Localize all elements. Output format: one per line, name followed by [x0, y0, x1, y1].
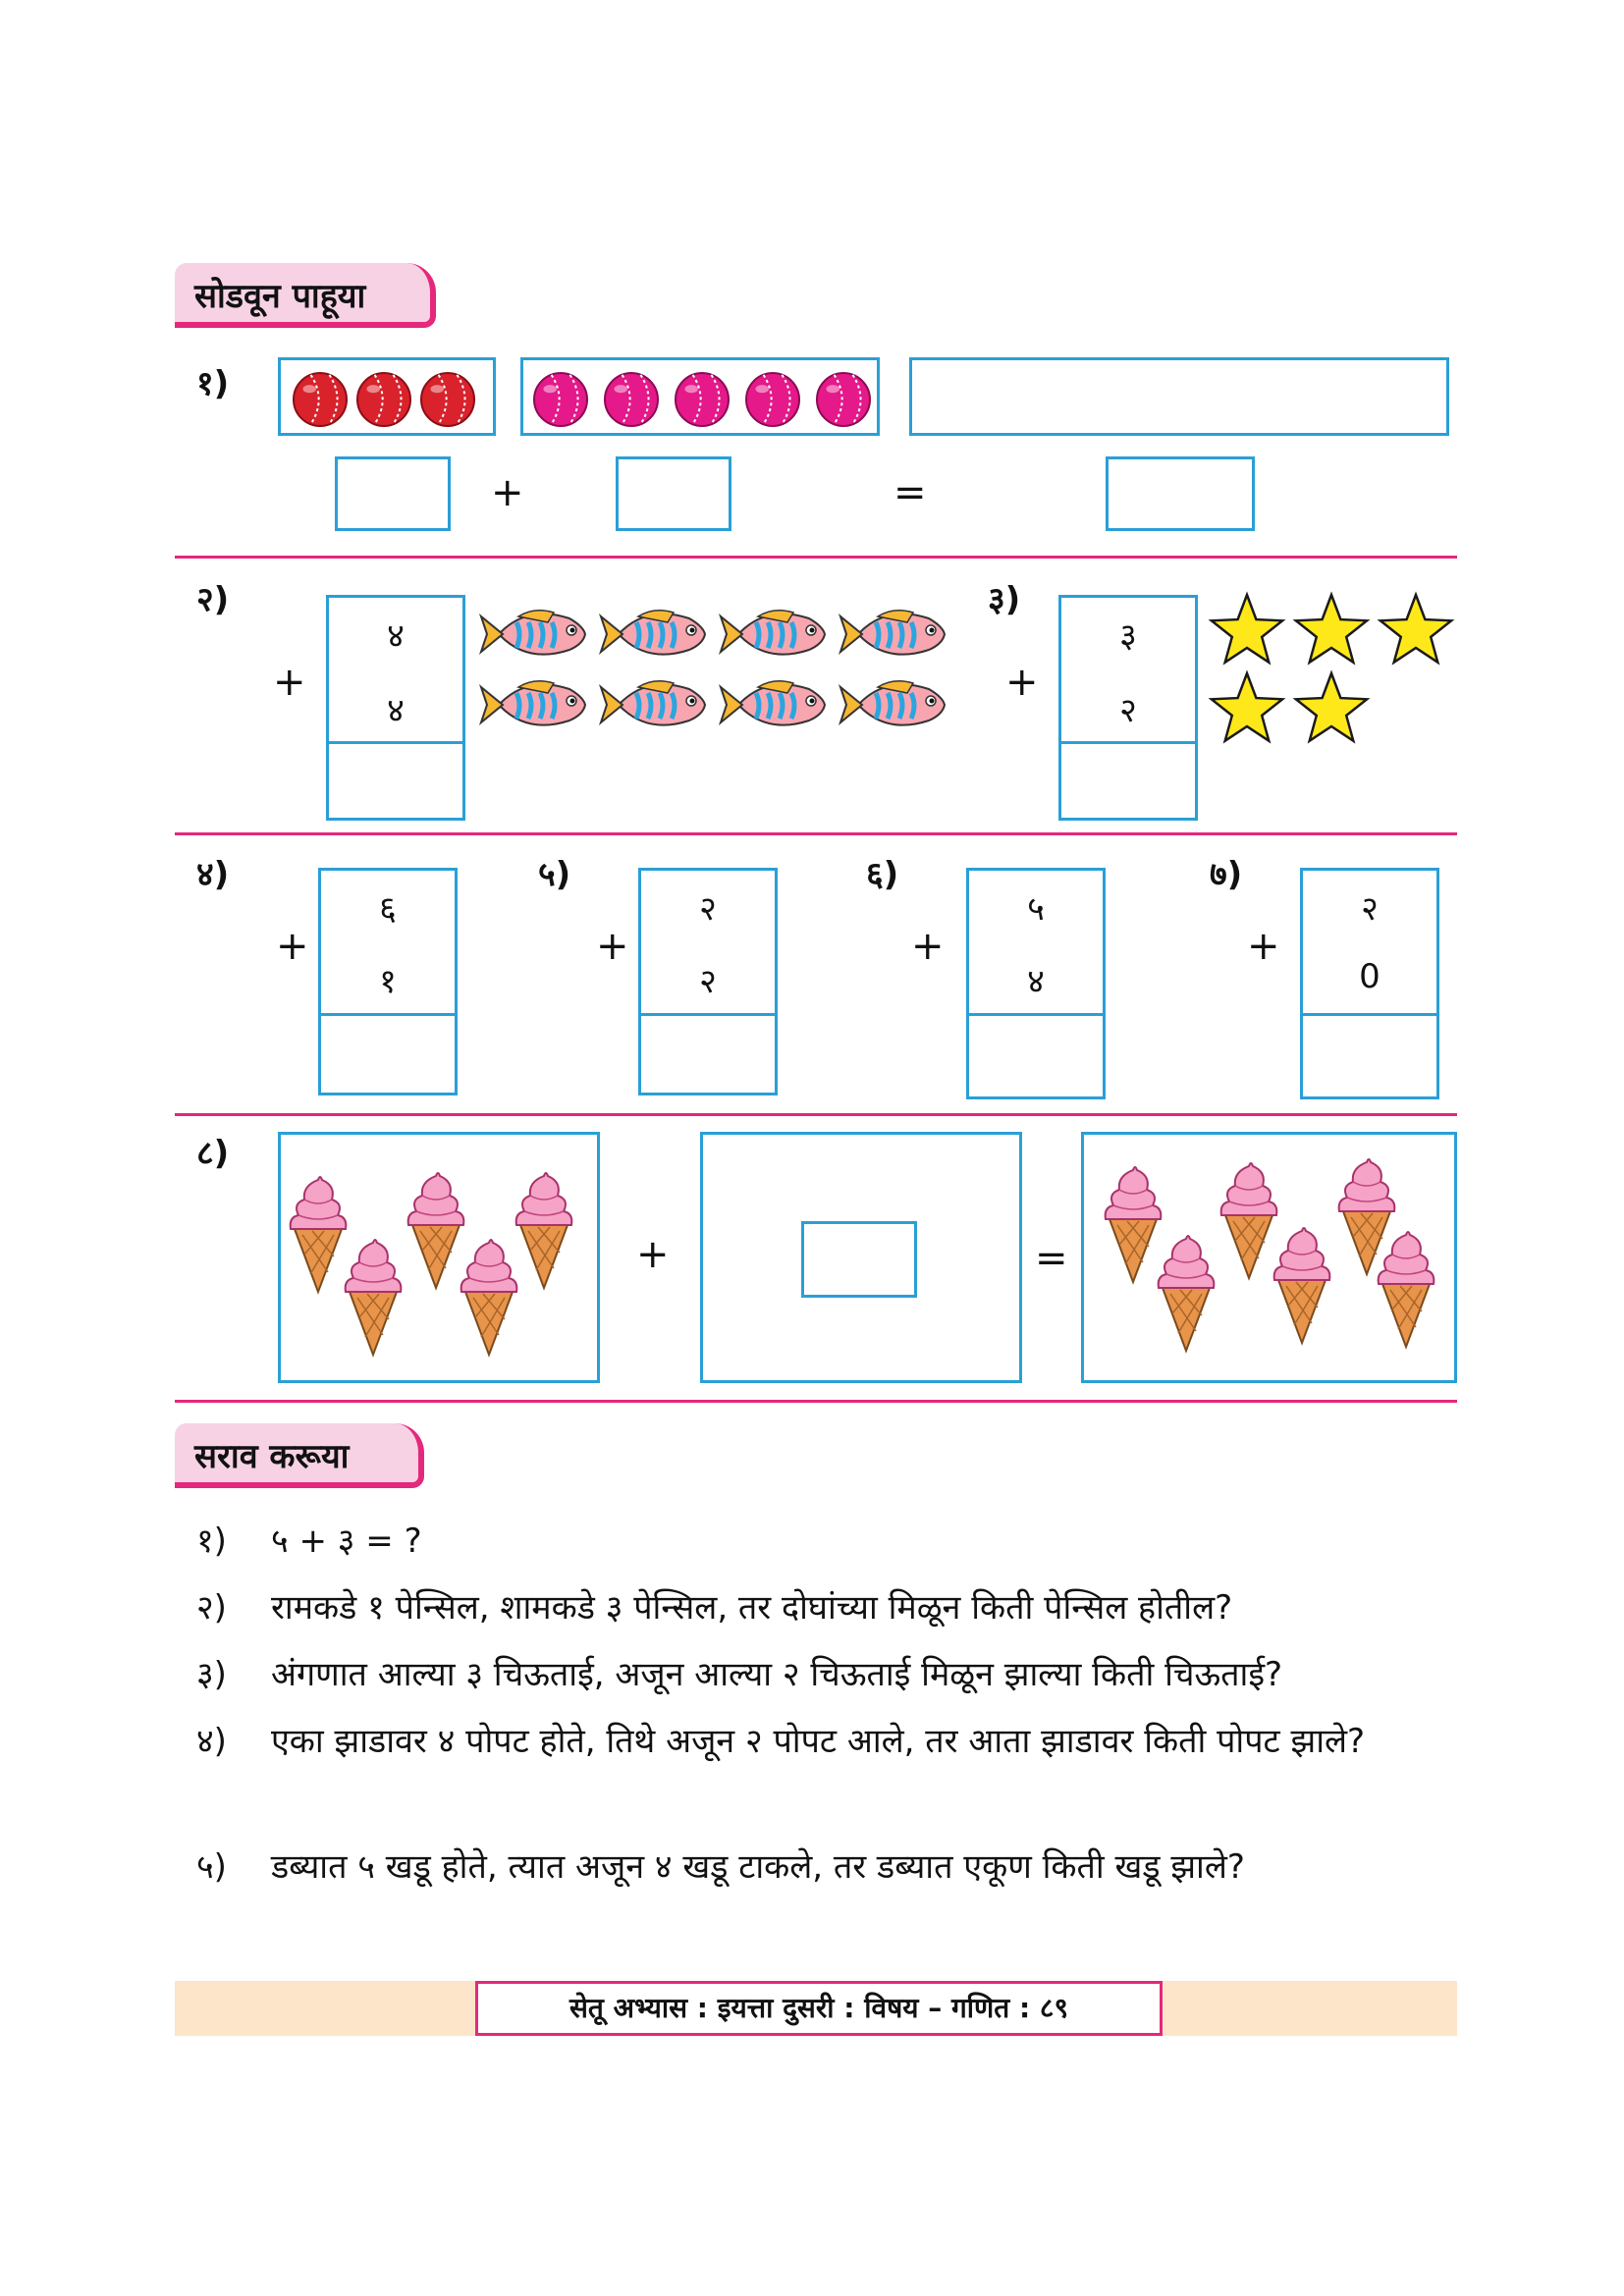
q6-top-number: ५: [1027, 889, 1045, 929]
fish-group: [479, 605, 950, 732]
divider: [175, 556, 1457, 559]
q1-answer-box-sum[interactable]: [1106, 456, 1255, 531]
fish-icon: [840, 611, 945, 655]
q3-vertical-sum: [1058, 595, 1198, 821]
section-title: सोडवून पाहूया: [194, 277, 366, 316]
q4-top-number: ६: [379, 889, 397, 929]
fish-icon: [721, 681, 825, 725]
practice-text: एका झाडावर ४ पोपट होते, तिथे अजून २ पोपट आले, तर आता झाडावर किती पोपट झाले?: [271, 1722, 1366, 1761]
q4-vertical-sum: [318, 868, 458, 1095]
q2-bottom-number: ४: [387, 691, 405, 730]
icecream-icon: [1379, 1232, 1435, 1347]
ball-icon: [534, 373, 587, 426]
question-2-number: २): [196, 580, 230, 619]
footer-band: [175, 1981, 1457, 2036]
q4-bottom-number: १: [379, 962, 397, 1001]
pink-balls-box: [520, 357, 880, 436]
equals-sign: =: [893, 470, 927, 515]
plus-sign: +: [1005, 660, 1039, 705]
star-group: [1200, 591, 1465, 748]
q4-answer-box[interactable]: [318, 1013, 458, 1095]
practice-text: रामकडे १ पेन्सिल, शामकडे ३ पेन्सिल, तर दोघांच्या मिळून किती पेन्सिल होतील?: [271, 1588, 1233, 1628]
fish-icon: [721, 611, 825, 655]
icecream-icon: [1159, 1236, 1215, 1351]
q5-bottom-number: २: [699, 962, 717, 1001]
practice-number: २): [196, 1588, 227, 1628]
section-tab-solve: [175, 263, 436, 328]
q7-answer-box[interactable]: [1300, 1013, 1439, 1099]
q7-top-number: २: [1361, 889, 1379, 929]
icecream-icon: [1274, 1228, 1330, 1343]
divider: [175, 1113, 1457, 1116]
q3-answer-box[interactable]: [1058, 741, 1198, 821]
icecream-icon: [1106, 1167, 1162, 1282]
practice-item: [196, 1580, 1463, 1635]
q6-answer-box[interactable]: [966, 1013, 1106, 1099]
q7-bottom-number: 0: [1359, 957, 1380, 996]
star-icon: [1296, 595, 1367, 663]
q5-top-number: २: [699, 889, 717, 929]
q8-answer-box[interactable]: [801, 1221, 917, 1298]
ball-icon: [676, 373, 729, 426]
section-title: सराव करूया: [194, 1437, 350, 1476]
question-3-number: ३): [988, 580, 1021, 619]
middle-picture-box: [700, 1132, 1022, 1383]
red-balls-group: [281, 360, 499, 439]
right-icecream-group: [1084, 1135, 1460, 1386]
equals-sign: =: [1035, 1236, 1068, 1281]
icecream-icon: [461, 1240, 517, 1355]
practice-text: ५ + ३ = ?: [271, 1522, 422, 1561]
practice-number: ४): [196, 1722, 227, 1761]
fish-icon: [840, 681, 945, 725]
red-balls-box: [278, 357, 496, 436]
q3-bottom-number: २: [1119, 691, 1137, 730]
left-icecream-group: [281, 1135, 603, 1386]
fish-icon: [481, 611, 585, 655]
practice-item: [196, 1647, 1463, 1702]
question-8-number: ८): [196, 1134, 230, 1173]
pink-balls-group: [523, 360, 883, 439]
question-6-number: ६): [866, 855, 899, 894]
star-icon: [1296, 673, 1367, 741]
left-icecream-box: [278, 1132, 600, 1383]
q6-vertical-sum: [966, 868, 1106, 1099]
practice-text: डब्यात ५ खडू होते, त्यात अजून ४ खडू टाकले, तर डब्यात एकूण किती खडू झाले?: [271, 1847, 1245, 1887]
star-icon: [1380, 595, 1451, 663]
icecream-icon: [346, 1240, 402, 1355]
divider: [175, 1400, 1457, 1403]
question-4-number: ४): [196, 855, 230, 894]
right-icecream-box: [1081, 1132, 1457, 1383]
practice-item: [196, 1840, 1463, 1895]
plus-sign: +: [491, 470, 524, 515]
ball-icon: [294, 373, 347, 426]
footer-label: सेतू अभ्यास : इयत्ता दुसरी : विषय – गणित : ८९: [475, 1981, 1163, 2036]
plus-sign: +: [636, 1232, 670, 1277]
plus-sign: +: [276, 924, 309, 969]
q1-answer-box-a[interactable]: [335, 456, 451, 531]
q3-top-number: ३: [1119, 616, 1137, 656]
q7-vertical-sum: [1300, 868, 1439, 1099]
q5-answer-box[interactable]: [638, 1013, 778, 1095]
practice-text: अंगणात आल्या ३ चिऊताई, अजून आल्या २ चिऊताई मिळून झाल्या किती चिऊताई?: [271, 1655, 1283, 1694]
practice-number: ३): [196, 1655, 227, 1694]
ball-icon: [605, 373, 658, 426]
q2-vertical-sum: [326, 595, 465, 821]
ball-icon: [746, 373, 799, 426]
plus-sign: +: [911, 924, 945, 969]
icecream-icon: [516, 1173, 572, 1288]
fish-icon: [601, 611, 705, 655]
fish-icon: [601, 681, 705, 725]
plus-sign: +: [1247, 924, 1280, 969]
ball-icon: [421, 373, 474, 426]
practice-number: ५): [196, 1847, 227, 1887]
star-icon: [1212, 595, 1282, 663]
plus-sign: +: [273, 660, 306, 705]
q5-vertical-sum: [638, 868, 778, 1095]
practice-item: [196, 1514, 1463, 1569]
section-tab-practice: [175, 1423, 424, 1488]
icecream-icon: [408, 1173, 464, 1288]
icecream-icon: [1221, 1163, 1277, 1278]
star-icon: [1212, 673, 1282, 741]
practice-number: १): [196, 1522, 227, 1561]
icecream-icon: [291, 1177, 347, 1292]
fish-icon: [481, 681, 585, 725]
question-7-number: ७): [1210, 855, 1243, 894]
ball-icon: [357, 373, 410, 426]
divider: [175, 832, 1457, 835]
question-5-number: ५): [538, 855, 571, 894]
practice-item: [196, 1714, 1463, 1824]
question-1-number: १): [196, 364, 230, 403]
q6-bottom-number: ४: [1027, 962, 1045, 1001]
q2-top-number: ४: [387, 616, 405, 656]
q2-answer-box[interactable]: [326, 741, 465, 821]
ball-icon: [817, 373, 870, 426]
plus-sign: +: [596, 924, 629, 969]
total-picture-box[interactable]: [909, 357, 1449, 436]
q1-answer-box-b[interactable]: [616, 456, 731, 531]
